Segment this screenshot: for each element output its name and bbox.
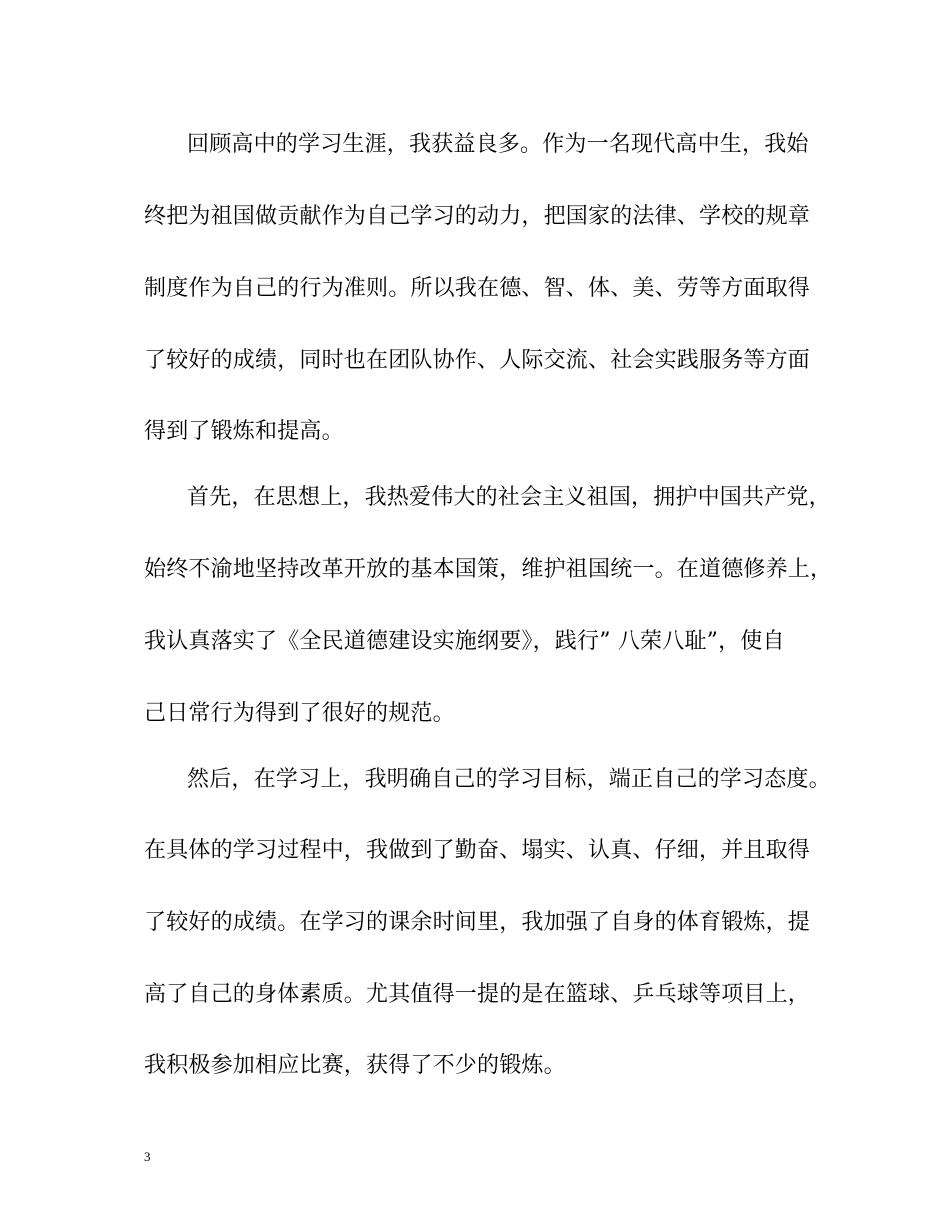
- paragraph-line: 高了自己的身体素质。尤其值得一提的是在篮球、乒乓球等项目上，: [144, 982, 811, 1007]
- paragraph-line: 了较好的成绩，同时也在团队协作、人际交流、社会实践服务等方面: [144, 348, 811, 373]
- paragraph-line: 首先，在思想上，我热爱伟大的社会主义祖国，拥护中国共产党，: [187, 485, 831, 510]
- page-number: 3: [144, 1149, 151, 1164]
- paragraph-line: 得到了锻炼和提高。: [144, 419, 344, 444]
- paragraph-line: 始终不渝地坚持改革开放的基本国策，维护祖国统一。在道德修养上，: [144, 557, 833, 582]
- paragraph-line: 在具体的学习过程中，我做到了勤奋、塌实、认真、仔细，并且取得: [144, 838, 811, 863]
- paragraph-line: 我积极参加相应比赛，获得了不少的锻炼。: [144, 1053, 566, 1078]
- paragraph-line: 然后，在学习上，我明确自己的学习目标，端正自己的学习态度。: [187, 767, 831, 792]
- paragraph-line: 己日常行为得到了很好的规范。: [144, 701, 455, 726]
- paragraph-line: 我认真落实了《全民道德建设实施纲要》，践行” 八荣八耻”，使自: [144, 629, 785, 654]
- paragraph-line: 终把为祖国做贡献作为自己学习的动力，把国家的法律、学校的规章: [144, 204, 811, 229]
- paragraph-line: 回顾高中的学习生涯，我获益良多。作为一名现代高中生，我始: [187, 132, 809, 157]
- paragraph-line: 制度作为自己的行为准则。所以我在德、智、体、美、劳等方面取得: [144, 276, 811, 301]
- paragraph-line: 了较好的成绩。在学习的课余时间里，我加强了自身的体育锻炼，提: [144, 910, 811, 935]
